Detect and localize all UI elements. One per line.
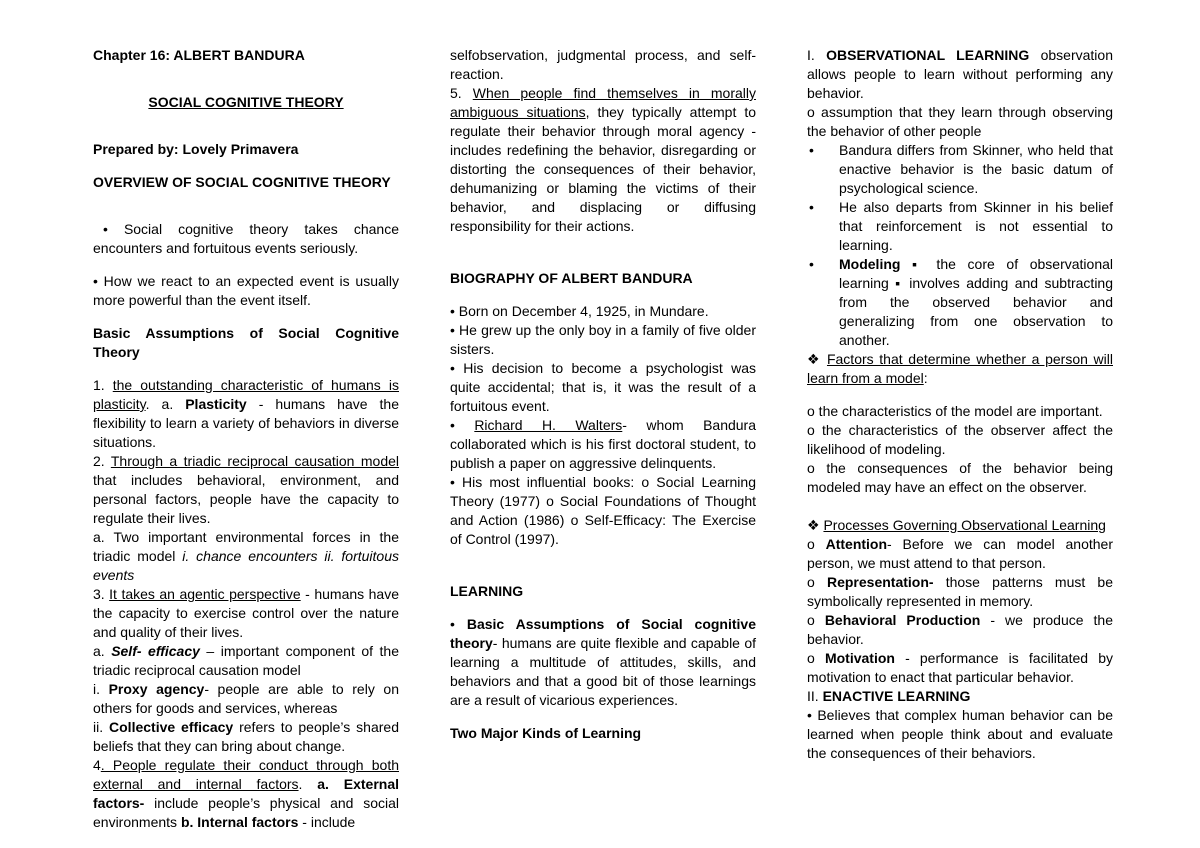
enactive-text: • Believes that complex human behavior can be learned when people think about and evaluate the consequences of their behaviors.: [807, 707, 1113, 761]
process-motivation: o Motivation - performance is facilitated by motivation to enact that particular behavior.: [807, 650, 1113, 685]
overview-point-1: • Social cognitive theory takes chance encounters and fortuitous events seriously.: [93, 221, 399, 256]
factors-heading: ❖ Factors that determine whether a person will learn from a model:: [807, 351, 1113, 386]
assumption-5: 5. When people find themselves in morally ambiguous situations, they typically attempt to regulate their behavior through moral agency - includes redefining the behavior, disregarding or distorting the consequences of their behavior, dehumanizing or blaming the victims of their behavior, and displacing or diffusing responsibility for their actions.: [450, 85, 756, 234]
factor-1: o the characteristics of the model are important.: [807, 403, 1103, 419]
overview-heading: OVERVIEW OF SOCIAL COGNITIVE THEORY: [93, 174, 391, 190]
learning-assumptions: • Basic Assumptions of Social cognitive theory- humans are quite flexible and capable of learning a multitude of attitudes, skills, and behaviors and that a good bit of those learnings are a result of vicarious experiences.: [450, 616, 757, 708]
processes-heading: ❖ Processes Governing Observational Learning: [807, 517, 1106, 533]
two-kinds-heading: Two Major Kinds of Learning: [450, 725, 642, 741]
chapter-title: Chapter 16: ALBERT BANDURA: [93, 47, 305, 63]
bullet-reinforcement: • He also departs from Skinner in his belief that reinforcement is not essential to learning.: [809, 199, 1113, 253]
enactive-heading: II. ENACTIVE LEARNING: [807, 688, 971, 704]
assumption-3ii: ii. Collective efficacy refers to people’s shared beliefs that they can bring about change.: [93, 719, 399, 754]
continued-text: selfobservation, judgmental process, and self-reaction.: [450, 47, 756, 82]
observational-assumption: o assumption that they learn through observing the behavior of other people: [807, 104, 1113, 139]
assumption-3a: a. Self- efficacy – important component of the triadic reciprocal causation model: [93, 643, 399, 678]
factor-2: o the characteristics of the observer affect the likelihood of modeling.: [807, 422, 1113, 457]
assumption-4: 4. People regulate their conduct through both external and internal factors. a. External factors- include people’s physical and social environments b. Internal factors - include: [93, 757, 400, 830]
bio-point-4: • Richard H. Walters- whom Bandura collaborated which is his first doctoral student, to publish a paper on aggressive delinquents.: [450, 417, 757, 471]
biography-heading: BIOGRAPHY OF ALBERT BANDURA: [450, 270, 693, 286]
assumption-3: 3. It takes an agentic perspective - humans have the capacity to exercise control over the nature and quality of their lives.: [93, 586, 399, 640]
subtitle: SOCIAL COGNITIVE THEORY: [148, 94, 344, 110]
process-production: o Behavioral Production - we produce the behavior.: [807, 612, 1114, 647]
bullet-skinner-datum: • Bandura differs from Skinner, who held that enactive behavior is the basic datum of psychological science.: [809, 142, 1113, 196]
observational-learning: I. OBSERVATIONAL LEARNING observation allows people to learn without performing any behavior.: [807, 47, 1113, 101]
assumption-2: 2. Through a triadic reciprocal causation model that includes behavioral, environment, and personal factors, people have the capacity to regulate their lives.: [93, 453, 400, 526]
process-representation: o Representation- those patterns must be symbolically represented in memory.: [807, 574, 1113, 609]
bio-point-1: • Born on December 4, 1925, in Mundare.: [450, 303, 709, 319]
column-3: [807, 46, 1113, 763]
bio-point-2: • He grew up the only boy in a family of five older sisters.: [450, 322, 756, 357]
assumptions-heading: Basic Assumptions of Social Cognitive Theory: [93, 325, 399, 360]
assumption-3i: i. Proxy agency- people are able to rely on others for goods and services, whereas: [93, 681, 399, 716]
factor-3: o the consequences of the behavior being modeled may have an effect on the observer.: [807, 460, 1113, 495]
bio-point-5: • His most influential books: o Social Learning Theory (1977) o Social Foundations of Thought and Action (1986) o Self-Efficacy: The Exercise of Control (1997).: [450, 474, 756, 547]
column-1: [93, 46, 399, 832]
prepared-by: Prepared by: Lovely Primavera: [93, 141, 299, 157]
bio-point-3: • His decision to become a psychologist was quite accidental; that is, it was the result of a fortuitous event.: [450, 360, 756, 414]
process-attention: o Attention- Before we can model another person, we must attend to that person.: [807, 536, 1113, 571]
learning-heading: LEARNING: [450, 583, 524, 599]
bullet-modeling: • Modeling ▪ the core of observational learning ▪ involves adding and subtracting from the observed behavior and generalizing from one observation to another.: [809, 256, 1113, 348]
column-2: [450, 46, 756, 743]
assumption-2a: a. Two important environmental forces in the triadic model i. chance encounters ii. fortuitous events: [93, 529, 399, 583]
assumption-1: 1. the outstanding characteristic of humans is plasticity. a. Plasticity - humans have the flexibility to learn a variety of behaviors in diverse situations.: [93, 377, 399, 450]
overview-point-2: • How we react to an expected event is usually more powerful than the event itself.: [93, 273, 399, 308]
